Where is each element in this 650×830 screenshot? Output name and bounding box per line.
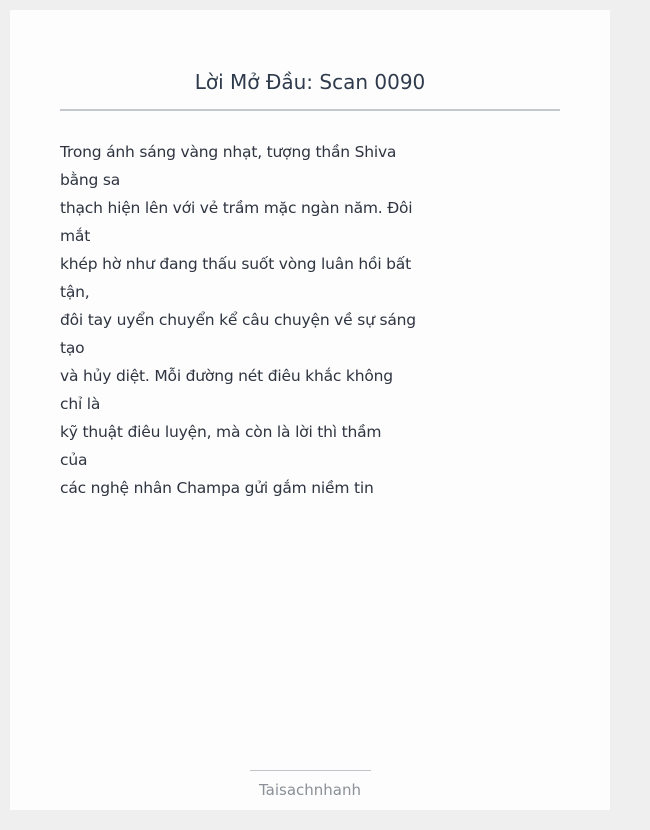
title-divider [60, 109, 560, 111]
body-line: của [60, 451, 88, 469]
body-line: và hủy diệt. Mỗi đường nét điêu khắc không [60, 367, 393, 385]
page-title: Lời Mở Đầu: Scan 0090 [194, 70, 426, 94]
body-line: kỹ thuật điêu luyện, mà còn là lời thì thầm [60, 423, 382, 441]
document-page [10, 10, 610, 810]
body-line: chỉ là [60, 395, 101, 413]
body-line: đôi tay uyển chuyển kể câu chuyện về sự sáng [60, 311, 416, 329]
footer-divider [250, 770, 371, 771]
body-line: mắt [60, 227, 91, 245]
body-line: thạch hiện lên với vẻ trầm mặc ngàn năm. Đôi [60, 199, 413, 217]
body-text [60, 138, 416, 502]
body-line: khép hờ như đang thấu suốt vòng luân hồi bất [60, 255, 411, 273]
body-line: Trong ánh sáng vàng nhạt, tượng thần Shiva [60, 143, 397, 161]
body-line: tận, [60, 283, 90, 301]
footer-text: Taisachnhanh [258, 781, 362, 799]
body-line: các nghệ nhân Champa gửi gắm niềm tin [60, 479, 374, 497]
body-line: tạo [60, 339, 85, 357]
body-line: bằng sa [60, 171, 121, 189]
